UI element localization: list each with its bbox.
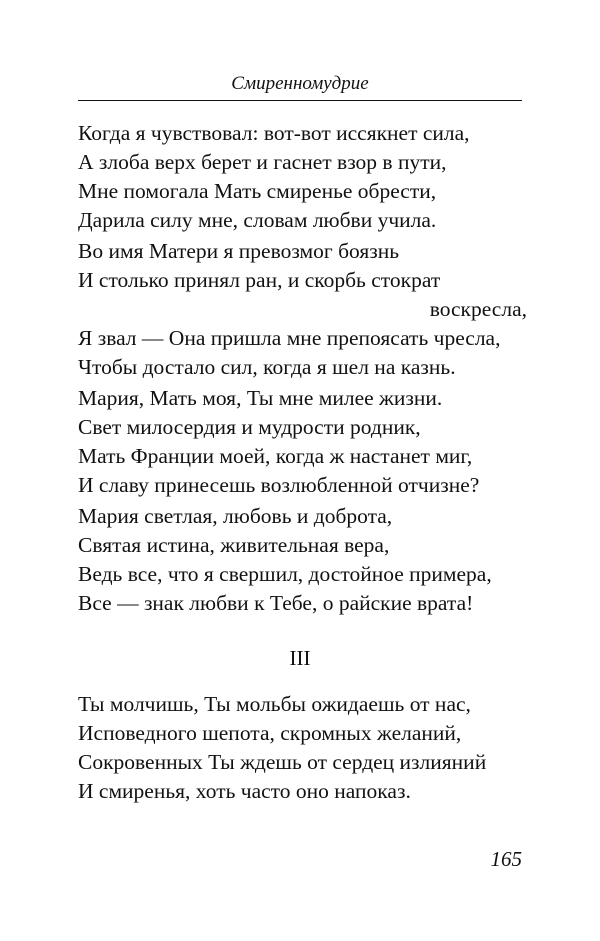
verse-line: Чтобы достало сил, когда я шел на казнь.	[78, 355, 456, 379]
verse-line: Все — знак любви к Тебе, о райские врата!	[78, 591, 474, 615]
verse-line: Свет милосердия и мудрости родник,	[78, 415, 421, 439]
verse-line: Во имя Матери я превозмог боязнь	[78, 239, 400, 263]
running-head: Смиренномудрие	[231, 73, 369, 94]
verse-line: Мне помогала Мать смиренье обрести,	[78, 179, 437, 203]
verse-line: Сокровенных Ты ждешь от сердец излияний	[78, 750, 487, 774]
verse-line: Святая истина, живительная вера,	[78, 533, 390, 557]
verse-line: Ведь все, что я свершил, достойное примера,	[78, 562, 492, 586]
section-number: III	[289, 646, 311, 670]
verse-line: Дарила силу мне, словам любви учила.	[78, 208, 437, 232]
verse-line: Исповедного шепота, скромных желаний,	[78, 721, 462, 745]
stanza-3	[78, 384, 528, 500]
verse-line: И столько принял ран, и скорбь стократ	[78, 268, 441, 292]
verse-line: Я звал — Она пришла мне препоясать чресла,	[78, 326, 501, 350]
page-number: 165	[490, 847, 522, 871]
verse-line: Ты молчишь, Ты мольбы ожидаешь от нас,	[78, 692, 471, 716]
stanza-section-3	[78, 690, 528, 806]
verse-line: И смиренья, хоть часто оно напоказ.	[78, 779, 411, 803]
header-rule	[78, 100, 522, 101]
verse-line: Мария светлая, любовь и доброта,	[78, 504, 393, 528]
verse-line: Когда я чувствовал: вот-вот иссякнет сила,	[78, 121, 470, 145]
verse-line: Мария, Мать моя, Ты мне милее жизни.	[78, 386, 443, 410]
verse-line: И славу принесешь возлюбленной отчизне?	[78, 473, 480, 497]
verse-line: А злоба верх берет и гаснет взор в пути,	[78, 150, 447, 174]
stanza-1	[78, 119, 528, 235]
stanza-4	[78, 502, 528, 618]
verse-line: Мать Франции моей, когда ж настанет миг,	[78, 444, 473, 468]
verse-line-continuation: воскресла,	[429, 297, 527, 321]
stanza-2	[78, 237, 528, 382]
